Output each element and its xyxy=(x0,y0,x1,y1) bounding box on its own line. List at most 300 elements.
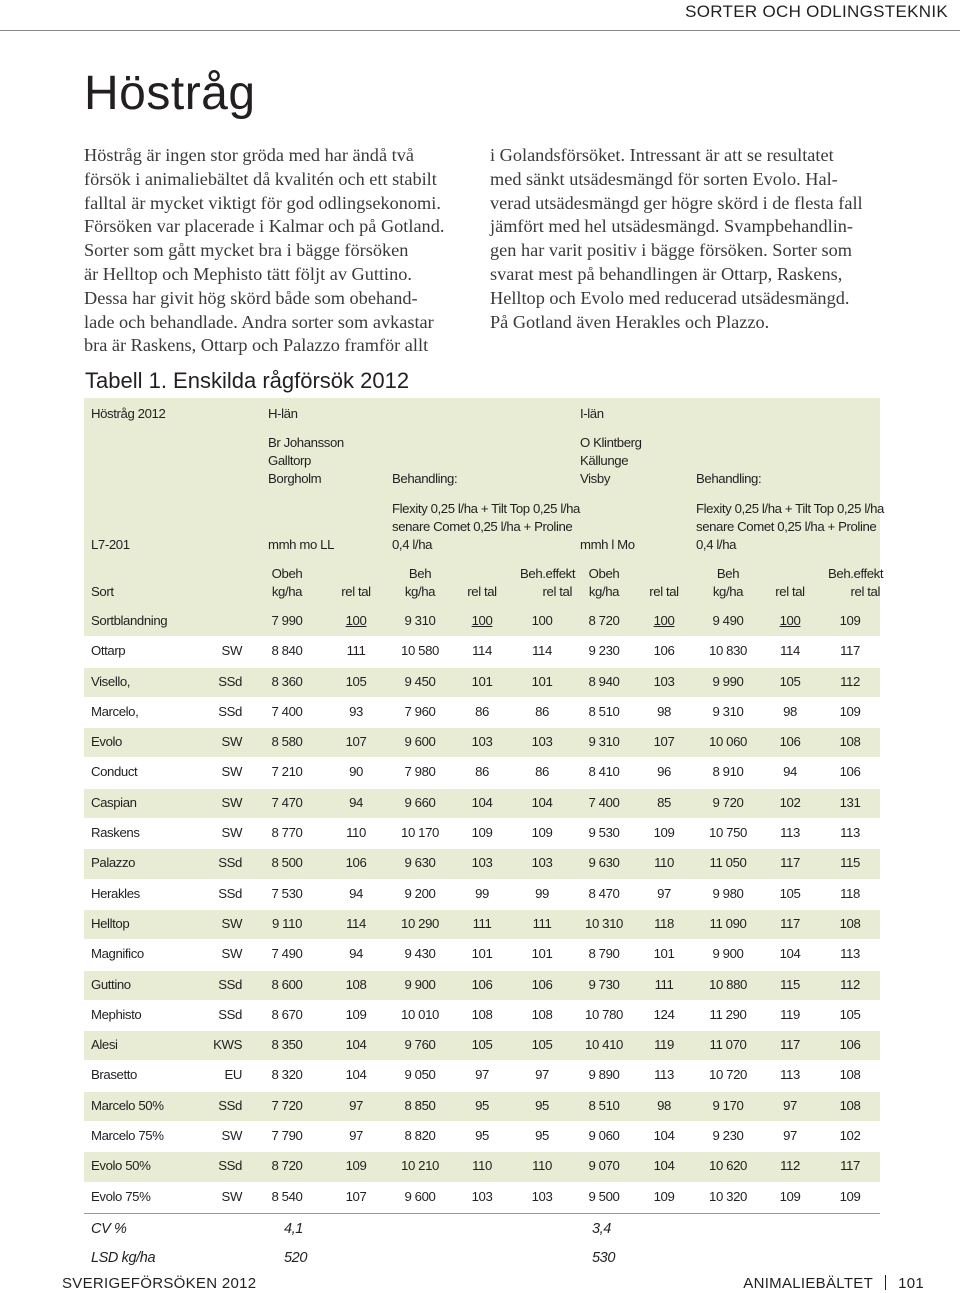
rel-beh-h-value: 108 xyxy=(471,1006,493,1022)
table-body xyxy=(84,607,880,1213)
body-text-line: Höstråg är ingen stor gröda med har ändå två xyxy=(84,145,414,165)
body-text-line: svarat mest på behandlingen är Ottarp, Raskens, xyxy=(490,263,843,284)
beh-i-value: 10 620 xyxy=(709,1158,747,1174)
effekt-i-value: 108 xyxy=(839,734,861,750)
body-text-line: med sänkt utsädesmängd för sorten Evolo. Hal- xyxy=(490,168,838,189)
effekt-h-value: 100 xyxy=(531,613,553,628)
rel-i-value: 103 xyxy=(653,673,675,689)
trial-code: L7-201 xyxy=(91,537,130,552)
beh-h-value: 9 430 xyxy=(404,946,436,962)
effekt-i-value: 117 xyxy=(840,1158,860,1174)
obeh-h-label: Obeh xyxy=(271,566,303,581)
beh-h-unit: kg/ha xyxy=(404,584,436,599)
variety-name: Guttino xyxy=(91,976,131,992)
variety-name: Raskens xyxy=(91,825,140,841)
obeh-i-value: 8 470 xyxy=(588,885,620,901)
effekt-h-label: Beh.effekt xyxy=(520,566,576,581)
table-row xyxy=(84,1031,880,1061)
effekt-i-value: 115 xyxy=(840,855,860,871)
effekt-i-value: 106 xyxy=(839,764,861,780)
rel-h-value: 108 xyxy=(345,976,367,992)
table-row xyxy=(84,758,880,788)
obeh-i-value: 10 410 xyxy=(585,1037,623,1053)
effekt-i-value: 118 xyxy=(840,885,860,901)
beh-i-value: 9 720 xyxy=(712,794,744,810)
effekt-h-value: 103 xyxy=(531,1188,553,1204)
site-i-line-1: O Klintberg xyxy=(580,435,642,450)
effekt-i-value: 108 xyxy=(839,1097,861,1113)
obeh-i-value: 10 780 xyxy=(585,1006,623,1022)
obeh-i-label: Obeh xyxy=(588,566,620,581)
beh-h-value: 9 050 xyxy=(404,1067,436,1083)
body-text-line: verad utsädesmängd ger högre skörd i de flesta fall xyxy=(490,192,863,213)
stat-row-lsd xyxy=(84,1243,880,1273)
beh-i-value: 10 720 xyxy=(709,1067,747,1083)
rel-beh-i-value: 117 xyxy=(780,855,800,871)
treatment-h-label: Behandling: xyxy=(392,471,458,486)
effekt-i-value: 105 xyxy=(839,1006,861,1022)
rel-i-1: rel tal xyxy=(649,584,679,599)
obeh-h-value: 7 990 xyxy=(271,613,303,628)
breeder-code: SW xyxy=(221,825,242,841)
site-h-line-3: Borgholm xyxy=(268,471,322,486)
rel-i-value: 98 xyxy=(657,703,671,719)
rel-beh-i-value: 102 xyxy=(779,794,801,810)
body-text-line: jämfört med hel utsädesmängd. Svampbehandlin- xyxy=(490,216,854,237)
table-row xyxy=(84,849,880,879)
beh-i-value: 9 230 xyxy=(712,1128,744,1144)
rel-h-value: 104 xyxy=(345,1037,367,1053)
beh-h-label: Beh xyxy=(408,566,432,581)
effekt-h-value: 106 xyxy=(531,976,553,992)
obeh-i-value: 8 940 xyxy=(588,673,620,689)
stat-label: CV % xyxy=(91,1220,127,1237)
effekt-h-value: 109 xyxy=(531,825,553,841)
body-column-right xyxy=(490,144,890,334)
effekt-i-value: 112 xyxy=(840,976,860,992)
body-text-line: gen har varit positiv i bägge försöken. Sorter som xyxy=(490,240,852,261)
body-text-line: Helltop och Evolo med reducerad utsädesmängd. xyxy=(490,287,850,308)
rel-i-value: 110 xyxy=(654,855,674,871)
rel-beh-h-value: 103 xyxy=(471,1188,493,1204)
rel-beh-h-value: 100 xyxy=(471,613,493,628)
variety-name: Brasetto xyxy=(91,1067,137,1083)
footer-section xyxy=(743,1275,924,1292)
stat-value-i: 530 xyxy=(592,1250,615,1267)
body-text-line: Dessa har givit hög skörd både som obehand- xyxy=(84,287,418,308)
rel-beh-h-value: 114 xyxy=(472,643,492,659)
beh-h-value: 8 850 xyxy=(404,1097,436,1113)
rel-h-value: 106 xyxy=(345,855,367,871)
rel-beh-i-value: 113 xyxy=(780,1067,800,1083)
beh-h-value: 10 170 xyxy=(401,825,439,841)
breeder-code: SSd xyxy=(218,1006,242,1022)
table-row xyxy=(84,728,880,758)
beh-h-value: 10 290 xyxy=(401,915,439,931)
table-row xyxy=(84,1152,880,1182)
table-row xyxy=(84,637,880,667)
obeh-i-value: 8 510 xyxy=(588,703,620,719)
breeder-code: SW xyxy=(221,1188,242,1204)
effekt-h-value: 101 xyxy=(531,673,553,689)
rel-h-value: 109 xyxy=(345,1006,367,1022)
rel-i-value: 119 xyxy=(654,1037,674,1053)
effekt-h-value: 101 xyxy=(531,946,553,962)
beh-i-value: 10 060 xyxy=(709,734,747,750)
obeh-i-value: 9 230 xyxy=(588,643,620,659)
beh-i-value: 11 290 xyxy=(709,1006,747,1022)
breeder-code: SW xyxy=(221,1128,242,1144)
rel-beh-i-value: 115 xyxy=(780,976,800,992)
effekt-h-value: 105 xyxy=(531,1037,553,1053)
obeh-h-value: 8 770 xyxy=(271,825,303,841)
rel-i-value: 111 xyxy=(654,976,674,992)
rel-h-value: 97 xyxy=(349,1097,363,1113)
rel-beh-i-value: 94 xyxy=(783,764,797,780)
beh-h-value: 9 450 xyxy=(404,673,436,689)
table-row xyxy=(84,819,880,849)
rel-beh-i-value: 98 xyxy=(783,703,797,719)
obeh-i-value: 9 890 xyxy=(588,1067,620,1083)
table-row xyxy=(84,910,880,940)
table-row xyxy=(84,940,880,970)
beh-i-value: 10 830 xyxy=(709,643,747,659)
variety-name: Palazzo xyxy=(91,855,136,871)
effekt-h-value: 86 xyxy=(535,703,549,719)
beh-h-value: 10 210 xyxy=(401,1158,439,1174)
region-h-label: H-län xyxy=(268,406,298,421)
rel-beh-h-value: 111 xyxy=(472,915,492,931)
body-text-line: i Golandsförsöket. Intressant är att se resultatet xyxy=(490,145,834,165)
treatment-h-desc-2: senare Comet 0,25 l/ha + Proline xyxy=(392,519,573,534)
rel-i-value: 104 xyxy=(653,1158,675,1174)
rel-i-2: rel tal xyxy=(775,584,805,599)
rel-i-value: 98 xyxy=(657,1097,671,1113)
breeder-code: SSd xyxy=(218,885,242,901)
breeder-code: SSd xyxy=(218,1097,242,1113)
page-title: Höstråg xyxy=(84,67,256,120)
results-table xyxy=(84,398,884,1273)
site-i-line-3: Visby xyxy=(580,471,611,486)
rel-beh-i-value: 112 xyxy=(780,1158,800,1174)
rel-h-value: 105 xyxy=(345,673,367,689)
variety-name: Helltop xyxy=(91,915,130,931)
obeh-i-value: 9 060 xyxy=(588,1128,620,1144)
breeder-code: SSd xyxy=(218,703,242,719)
obeh-h-value: 7 490 xyxy=(271,946,303,962)
effekt-i-value: 113 xyxy=(840,825,860,841)
effekt-h-value: 103 xyxy=(531,734,553,750)
effekt-i-value: 131 xyxy=(839,794,861,810)
beh-i-value: 9 980 xyxy=(712,885,744,901)
stat-value-h: 4,1 xyxy=(284,1220,303,1237)
obeh-h-value: 8 350 xyxy=(271,1037,303,1053)
effekt-h-value: 108 xyxy=(531,1006,553,1022)
obeh-h-value: 7 470 xyxy=(271,794,303,810)
rel-beh-h-value: 106 xyxy=(471,976,493,992)
treatment-i-desc-2: senare Comet 0,25 l/ha + Proline xyxy=(696,519,877,534)
obeh-i-value: 9 070 xyxy=(588,1158,620,1174)
effekt-h-value: 99 xyxy=(535,885,549,901)
effekt-i-value: 109 xyxy=(839,703,861,719)
beh-i-value: 9 490 xyxy=(712,613,744,628)
beh-i-label: Beh xyxy=(716,566,740,581)
beh-h-value: 9 660 xyxy=(404,794,436,810)
breeder-code: SW xyxy=(221,643,242,659)
effekt-h-value: 95 xyxy=(535,1097,549,1113)
rel-beh-i-value: 97 xyxy=(783,1128,797,1144)
rel-beh-i-value: 104 xyxy=(779,946,801,962)
table-row xyxy=(84,1061,880,1091)
body-text-line: lade och behandlade. Andra sorter som avkastar xyxy=(84,311,434,332)
variety-name: Conduct xyxy=(91,764,138,780)
obeh-i-value: 9 530 xyxy=(588,825,620,841)
rel-i-value: 118 xyxy=(654,915,674,931)
obeh-i-value: 7 400 xyxy=(588,794,620,810)
variety-name: Visello, xyxy=(91,673,131,689)
treatment-i-desc-1: Flexity 0,25 l/ha + Tilt Top 0,25 l/ha xyxy=(696,501,884,516)
stat-value-i: 3,4 xyxy=(592,1220,611,1237)
rel-beh-h-value: 105 xyxy=(471,1037,493,1053)
effekt-i-value: 109 xyxy=(839,613,861,628)
obeh-i-value: 8 510 xyxy=(588,1097,620,1113)
obeh-h-value: 9 110 xyxy=(271,915,303,931)
beh-i-value: 10 750 xyxy=(709,825,747,841)
obeh-h-value: 7 210 xyxy=(271,764,303,780)
rel-beh-h-value: 103 xyxy=(471,734,493,750)
obeh-h-value: 8 670 xyxy=(271,1006,303,1022)
beh-h-value: 8 820 xyxy=(404,1128,436,1144)
rel-i-value: 96 xyxy=(657,764,671,780)
variety-name: Mephisto xyxy=(91,1006,142,1022)
variety-name: Herakles xyxy=(91,885,140,901)
rel-i-value: 85 xyxy=(657,794,671,810)
effekt-i-unit: rel tal xyxy=(850,584,880,599)
beh-i-value: 9 900 xyxy=(712,946,744,962)
rel-i-value: 104 xyxy=(653,1128,675,1144)
rel-h-value: 110 xyxy=(346,825,366,841)
body-text-line: På Gotland även Herakles och Plazzo. xyxy=(490,311,770,332)
beh-i-value: 9 170 xyxy=(712,1097,744,1113)
effekt-h-unit: rel tal xyxy=(542,584,572,599)
obeh-h-value: 8 720 xyxy=(271,1158,303,1174)
effekt-i-value: 106 xyxy=(839,1037,861,1053)
rel-h-2: rel tal xyxy=(467,584,497,599)
obeh-i-value: 10 310 xyxy=(585,915,623,931)
rel-h-value: 107 xyxy=(345,1188,367,1204)
table-row xyxy=(84,698,880,728)
rel-beh-h-value: 99 xyxy=(475,885,489,901)
beh-h-value: 9 200 xyxy=(404,885,436,901)
rel-beh-h-value: 110 xyxy=(472,1158,492,1174)
breeder-code: SW xyxy=(221,794,242,810)
rel-h-value: 107 xyxy=(345,734,367,750)
effekt-i-label: Beh.effekt xyxy=(828,566,884,581)
footer-divider xyxy=(885,1275,886,1290)
table-row xyxy=(84,1092,880,1122)
rel-i-value: 100 xyxy=(653,613,675,628)
beh-h-value: 9 600 xyxy=(404,1188,436,1204)
obeh-h-value: 7 790 xyxy=(271,1128,303,1144)
table-stats xyxy=(84,1213,880,1273)
table-title: Tabell 1. Enskilda rågförsök 2012 xyxy=(85,368,410,393)
rel-i-value: 124 xyxy=(653,1006,675,1022)
beh-i-value: 10 320 xyxy=(709,1188,747,1204)
rel-beh-h-value: 109 xyxy=(471,825,493,841)
treatment-i-desc-3: 0,4 l/ha xyxy=(696,537,737,552)
beh-i-value: 11 050 xyxy=(709,855,747,871)
rel-h-1: rel tal xyxy=(341,584,371,599)
beh-i-value: 9 990 xyxy=(712,673,744,689)
rel-h-value: 93 xyxy=(349,703,363,719)
body-text-line: falltal är mycket viktigt för god odlingsekonomi. xyxy=(84,192,441,213)
obeh-i-value: 8 790 xyxy=(588,946,620,962)
variety-name: Magnifico xyxy=(91,946,144,962)
stat-row-cv xyxy=(84,1214,880,1244)
rel-h-value: 104 xyxy=(345,1067,367,1083)
body-text-line: bra är Raskens, Ottarp och Palazzo framför allt xyxy=(84,335,429,356)
rel-i-value: 101 xyxy=(653,946,675,962)
obeh-h-value: 7 720 xyxy=(271,1097,303,1113)
rel-beh-i-value: 113 xyxy=(780,825,800,841)
variety-name: Marcelo 75% xyxy=(91,1128,164,1144)
effekt-h-value: 110 xyxy=(532,1158,552,1174)
beh-h-value: 9 900 xyxy=(404,976,436,992)
rel-beh-i-value: 117 xyxy=(780,1037,800,1053)
obeh-i-value: 9 500 xyxy=(588,1188,620,1204)
effekt-i-value: 117 xyxy=(840,643,860,659)
beh-h-value: 9 600 xyxy=(404,734,436,750)
beh-i-value: 11 090 xyxy=(709,915,747,931)
rel-beh-h-value: 101 xyxy=(471,946,493,962)
obeh-h-value: 8 580 xyxy=(271,734,303,750)
body-text-line: Försöken var placerade i Kalmar och på Gotland. xyxy=(84,216,445,237)
sort-label: Sort xyxy=(91,584,114,599)
beh-h-value: 9 310 xyxy=(404,613,436,628)
rel-beh-h-value: 97 xyxy=(475,1067,489,1083)
rel-beh-i-value: 97 xyxy=(783,1097,797,1113)
obeh-h-value: 8 840 xyxy=(271,643,303,659)
rel-h-value: 109 xyxy=(345,1158,367,1174)
stat-label: LSD kg/ha xyxy=(91,1250,156,1267)
effekt-h-value: 97 xyxy=(535,1067,549,1083)
rel-i-value: 106 xyxy=(653,643,675,659)
breeder-code: SSd xyxy=(218,673,242,689)
beh-i-value: 11 070 xyxy=(709,1037,747,1053)
body-text-line: är Helltop och Mephisto tätt följt av Guttino. xyxy=(84,263,412,284)
beh-h-value: 7 980 xyxy=(404,764,436,780)
beh-i-value: 8 910 xyxy=(712,764,744,780)
effekt-h-value: 95 xyxy=(535,1128,549,1144)
treatment-i-label: Behandling: xyxy=(696,471,762,486)
obeh-h-value: 7 530 xyxy=(271,885,303,901)
variety-name: Evolo 50% xyxy=(91,1158,151,1174)
rel-beh-i-value: 105 xyxy=(779,885,801,901)
rel-beh-i-value: 119 xyxy=(780,1006,800,1022)
rel-beh-h-value: 95 xyxy=(475,1097,489,1113)
table-row xyxy=(84,789,880,819)
obeh-h-value: 8 500 xyxy=(271,855,303,871)
rel-beh-h-value: 101 xyxy=(471,673,493,689)
rel-beh-i-value: 109 xyxy=(779,1188,801,1204)
obeh-h-value: 8 320 xyxy=(271,1067,303,1083)
rel-beh-h-value: 86 xyxy=(475,764,489,780)
rel-i-value: 109 xyxy=(653,1188,675,1204)
rel-h-value: 100 xyxy=(345,613,367,628)
effekt-h-value: 103 xyxy=(531,855,553,871)
rel-beh-h-value: 103 xyxy=(471,855,493,871)
rel-beh-i-value: 114 xyxy=(780,643,800,659)
rel-h-value: 97 xyxy=(349,1128,363,1144)
variety-name: Caspian xyxy=(91,794,137,810)
table-row xyxy=(84,1122,880,1152)
rel-beh-h-value: 95 xyxy=(475,1128,489,1144)
variety-name: Sortblandning xyxy=(91,613,168,628)
header-rule xyxy=(0,30,960,31)
breeder-code: SW xyxy=(221,946,242,962)
beh-h-value: 10 010 xyxy=(401,1006,439,1022)
obeh-h-value: 8 360 xyxy=(271,673,303,689)
effekt-i-value: 108 xyxy=(839,915,861,931)
table-row xyxy=(84,1183,880,1213)
variety-name: Ottarp xyxy=(91,643,126,659)
beh-i-value: 10 880 xyxy=(709,976,747,992)
beh-h-value: 7 960 xyxy=(404,703,436,719)
beh-i-value: 9 310 xyxy=(712,703,744,719)
rel-beh-i-value: 105 xyxy=(779,673,801,689)
table-row xyxy=(84,880,880,910)
rel-beh-h-value: 104 xyxy=(471,794,493,810)
obeh-i-value: 9 310 xyxy=(588,734,620,750)
effekt-i-value: 112 xyxy=(840,673,860,689)
effekt-i-value: 109 xyxy=(839,1188,861,1204)
rel-beh-h-value: 86 xyxy=(475,703,489,719)
rel-beh-i-value: 100 xyxy=(779,613,801,628)
stat-value-h: 520 xyxy=(284,1250,307,1267)
table-row xyxy=(84,971,880,1001)
effekt-h-value: 114 xyxy=(532,643,552,659)
rel-h-value: 111 xyxy=(346,643,366,659)
obeh-h-value: 8 540 xyxy=(271,1188,303,1204)
breeder-code: KWS xyxy=(213,1037,242,1053)
breeder-code: SW xyxy=(221,764,242,780)
rel-h-value: 94 xyxy=(349,885,363,901)
obeh-h-value: 7 400 xyxy=(271,703,303,719)
section-header: SORTER OCH ODLINGSTEKNIK xyxy=(685,2,948,21)
beh-i-unit: kg/ha xyxy=(712,584,744,599)
rel-i-value: 97 xyxy=(657,885,671,901)
obeh-h-value: 8 600 xyxy=(271,976,303,992)
variety-name: Marcelo 50% xyxy=(91,1097,164,1113)
table-row xyxy=(84,668,880,698)
rel-h-value: 94 xyxy=(349,946,363,962)
effekt-h-value: 104 xyxy=(531,794,553,810)
treatment-h-desc-3: 0,4 l/ha xyxy=(392,537,433,552)
beh-h-value: 10 580 xyxy=(401,643,439,659)
soil-i: mmh l Mo xyxy=(580,537,635,552)
obeh-i-value: 9 730 xyxy=(588,976,620,992)
site-i-line-2: Källunge xyxy=(580,453,629,468)
rel-h-value: 90 xyxy=(349,764,363,780)
breeder-code: SW xyxy=(221,734,242,750)
region-i-label: I-län xyxy=(580,406,604,421)
breeder-code: SSd xyxy=(218,976,242,992)
obeh-i-value: 8 410 xyxy=(588,764,620,780)
effekt-i-value: 113 xyxy=(840,946,860,962)
rel-h-value: 94 xyxy=(349,794,363,810)
beh-h-value: 9 630 xyxy=(404,855,436,871)
breeder-code: EU xyxy=(224,1067,242,1083)
